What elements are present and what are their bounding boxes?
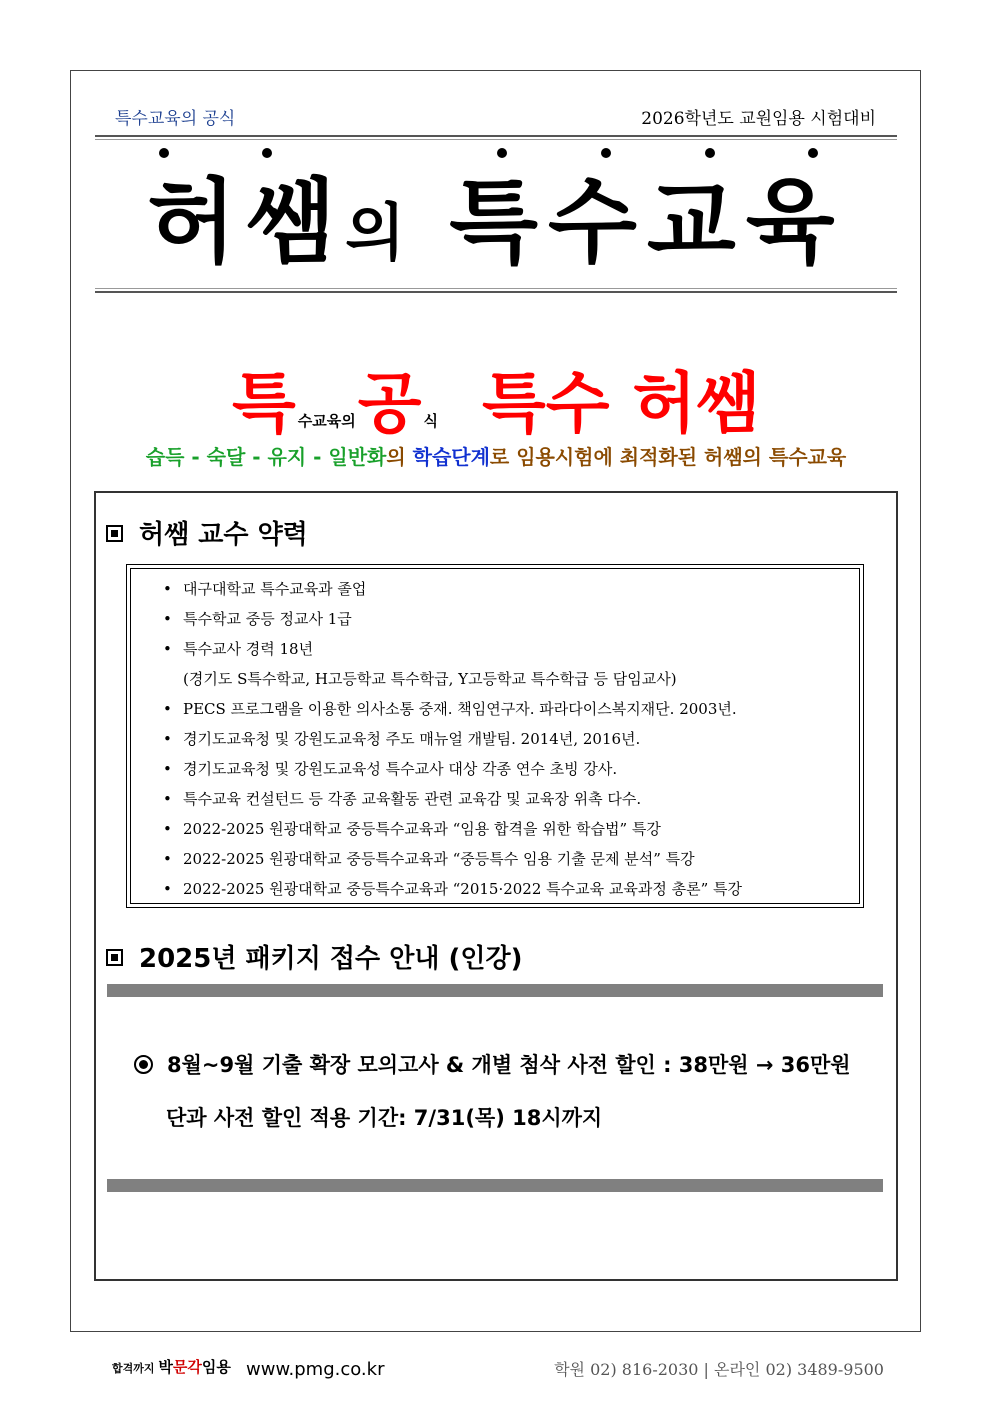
- logo-tagline: 합격까지: [112, 1362, 155, 1375]
- main-title: [95, 158, 897, 288]
- package-heading-text: 2025년 패키지 접수 안내 (인강): [139, 944, 523, 974]
- title-part3: 특수교육: [449, 169, 845, 276]
- career-list-box: [126, 564, 864, 908]
- slogan-small-2: 식: [423, 412, 438, 430]
- logo-brand-3: 임용: [201, 1358, 231, 1376]
- career-item-text: 2022-2025 원광대학교 중등특수교육과 “중등특수 임용 기출 문제 분석” 특강: [183, 850, 695, 868]
- publisher-logo: [112, 1356, 231, 1377]
- radio-bullet-icon: [134, 1055, 153, 1074]
- list-item: • PECS 프로그램을 이용한 의사소통 중재. 책임연구자. 파라다이스복지재단. 2003년.: [163, 700, 737, 718]
- slogan-big-3: 특수 허쌤: [481, 365, 760, 442]
- header-right-text: 2026학년도 교원임용 시험대비: [641, 109, 876, 129]
- emphasis-dot: [808, 148, 818, 158]
- list-item: • 대구대학교 특수교육과 졸업: [163, 580, 367, 598]
- logo-brand-1: 박: [158, 1358, 173, 1376]
- list-item: • 2022-2025 원광대학교 중등특수교육과 “2015·2022 특수교육 교육과정 총론” 특강: [163, 880, 743, 898]
- subline-of: 의: [386, 445, 406, 469]
- career-item-text: (경기도 S특수학교, H고등학교 특수학급, Y고등학교 특수학급 등 담임교사): [183, 670, 677, 688]
- list-item: • 경기도교육청 및 강원도교육청 주도 매뉴얼 개발팀. 2014년, 2016년.: [163, 730, 641, 748]
- top-rule-thin: [95, 139, 897, 140]
- career-item-text: 2022-2025 원광대학교 중등특수교육과 “2015·2022 특수교육 교육과정 총론” 특강: [183, 880, 743, 898]
- career-item-text: PECS 프로그램을 이용한 의사소통 중재. 책임연구자. 파라다이스복지재단. 2003년.: [183, 700, 737, 718]
- title-rule: [95, 291, 897, 293]
- discount-notice-text: 8월~9월 기출 확장 모의고사 & 개별 첨삭 사전 할인 : 38만원 → 36만원: [167, 1053, 851, 1077]
- slogan-big-1: 특: [231, 365, 296, 442]
- top-rule: [95, 135, 897, 137]
- subline-rest: 로 임용시험에 최적화된 허쌤의 특수교육: [489, 445, 847, 469]
- slogan-small-1: 수교육의: [297, 412, 356, 430]
- emphasis-dot: [601, 148, 611, 158]
- list-item: • 특수교사 경력 18년: [163, 640, 314, 658]
- career-heading: [106, 514, 308, 551]
- logo-brand-2: 문각: [172, 1358, 202, 1376]
- career-item-text: 특수학교 중등 정교사 1급: [183, 610, 352, 628]
- career-heading-text: 허쌤 교수 약력: [139, 520, 308, 550]
- website-link[interactable]: www.pmg.co.kr: [246, 1359, 385, 1380]
- contact-info: 학원 02) 816-2030 | 온라인 02) 3489-9500: [554, 1360, 884, 1379]
- discount-period: 단과 사전 할인 적용 기간: 7/31(목) 18시까지: [166, 1106, 603, 1130]
- emphasis-dot: [159, 148, 169, 158]
- slogan: [0, 350, 992, 445]
- list-item-continuation: [163, 664, 742, 694]
- subline-stage: 학습단계: [412, 445, 490, 469]
- learning-stage-line: [0, 441, 992, 470]
- square-bullet-icon: [106, 949, 123, 966]
- career-item-text: 특수교육 컨설턴드 등 각종 교육활동 관련 교육감 및 교육장 위촉 다수.: [183, 790, 642, 808]
- emphasis-dot: [497, 148, 507, 158]
- emphasis-dot: [705, 148, 715, 158]
- career-item-text: 경기도교육청 및 강원도교육청 주도 매뉴얼 개발팀. 2014년, 2016년.: [183, 730, 641, 748]
- title-rule-thin: [95, 288, 897, 289]
- emphasis-dot: [262, 148, 272, 158]
- slogan-big-2: 공: [357, 365, 422, 442]
- list-item: • 경기도교육청 및 강원도교육성 특수교사 대상 각종 연수 초빙 강사.: [163, 760, 618, 778]
- career-item-text: 경기도교육청 및 강원도교육성 특수교사 대상 각종 연수 초빙 강사.: [183, 760, 618, 778]
- subline-steps: 습득 - 숙달 - 유지 - 일반화: [145, 445, 387, 469]
- list-item: • 특수학교 중등 정교사 1급: [163, 610, 352, 628]
- discount-notice: [134, 1049, 851, 1079]
- list-item: • 2022-2025 원광대학교 중등특수교육과 “임용 합격을 위한 학습법” 특강: [163, 820, 661, 838]
- title-part1: 허쌤: [147, 169, 346, 276]
- career-item-text: 특수교사 경력 18년: [183, 640, 314, 658]
- career-item-text: 대구대학교 특수교육과 졸업: [183, 580, 367, 598]
- list-item: • 2022-2025 원광대학교 중등특수교육과 “중등특수 임용 기출 문제 분석” 특강: [163, 850, 695, 868]
- divider-bar-top: [107, 984, 883, 997]
- square-bullet-icon: [106, 525, 123, 542]
- title-part2: 의: [345, 196, 408, 269]
- header-left-text: 특수교육의 공식: [115, 109, 236, 129]
- divider-bar-bottom: [107, 1179, 883, 1192]
- list-item: • 특수교육 컨설턴드 등 각종 교육활동 관련 교육감 및 교육장 위촉 다수.: [163, 790, 642, 808]
- package-heading: [106, 938, 523, 975]
- career-list: [163, 574, 742, 904]
- career-item-text: 2022-2025 원광대학교 중등특수교육과 “임용 합격을 위한 학습법” 특강: [183, 820, 661, 838]
